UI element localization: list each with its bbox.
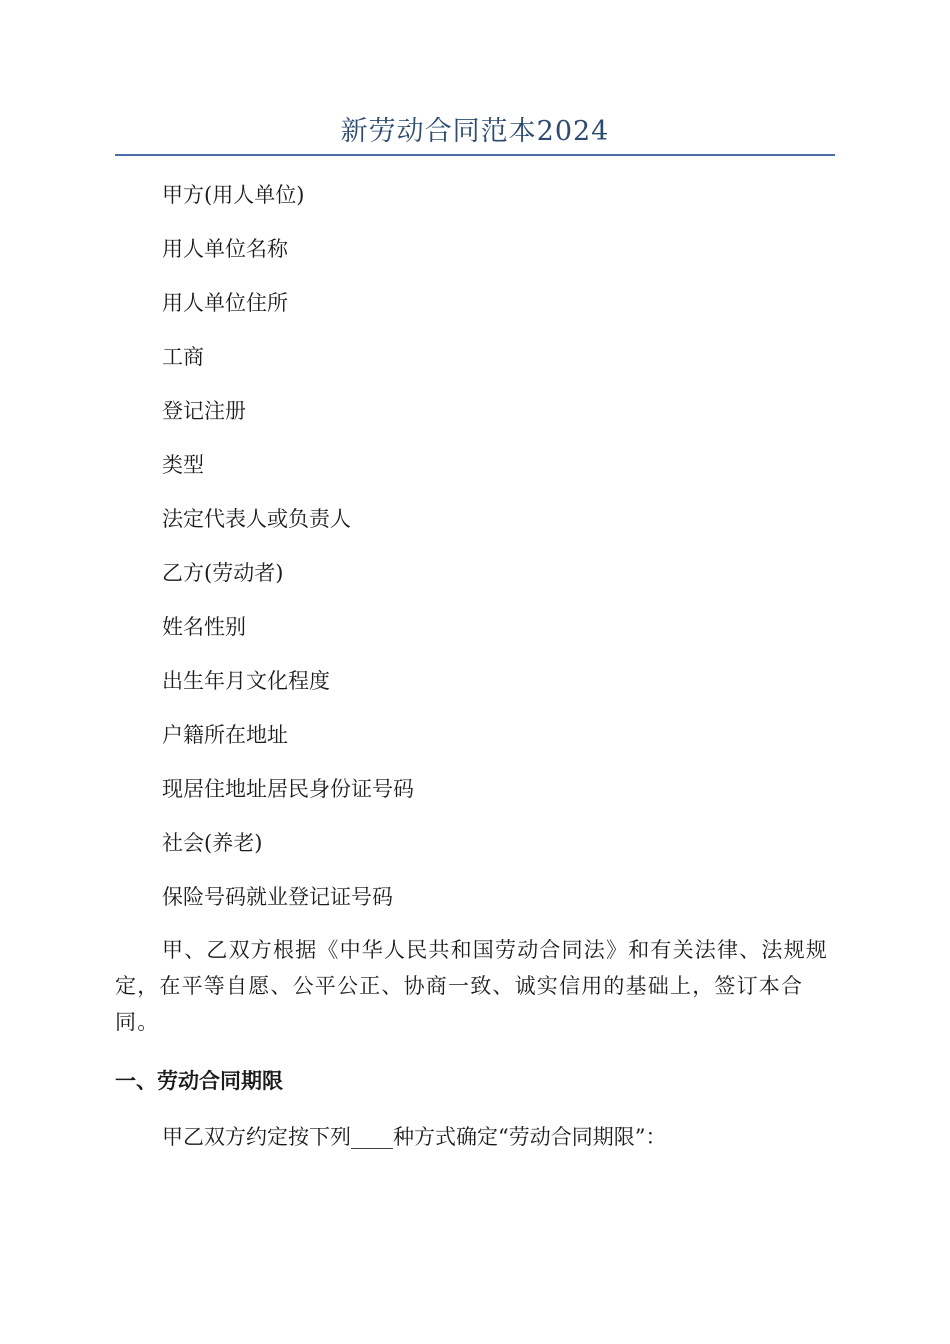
title-underline (115, 154, 835, 156)
intro-paragraph: 甲、乙双方根据《中华人民共和国劳动合同法》和有关法律、法规规定，在平等自愿、公平公正、协商一致、诚实信用的基础上，签订本合同。 (115, 938, 828, 1034)
field-birth-education: 出生年月文化程度 (162, 669, 330, 693)
field-current-address-id: 现居住地址居民身份证号码 (162, 777, 414, 801)
field-insurance-employment: 保险号码就业登记证号码 (162, 885, 393, 909)
field-type: 类型 (162, 453, 204, 477)
field-social-pension: 社会(养老) (162, 831, 263, 855)
field-legal-representative: 法定代表人或负责人 (162, 507, 351, 531)
field-business: 工商 (162, 345, 204, 369)
field-employer-name: 用人单位名称 (162, 237, 288, 261)
field-registration: 登记注册 (162, 399, 246, 423)
section-text-contract-term: 甲乙双方约定按下列____种方式确定“劳动合同期限”： (162, 1125, 667, 1149)
section-heading-contract-term: 一、劳动合同期限 (115, 1069, 283, 1093)
field-party-a: 甲方(用人单位) (162, 183, 305, 207)
document-title: 新劳动合同范本2024 (340, 116, 610, 147)
field-party-b: 乙方(劳动者) (162, 561, 284, 585)
field-household-address: 户籍所在地址 (162, 723, 288, 747)
field-employer-address: 用人单位住所 (162, 291, 288, 315)
field-name-gender: 姓名性别 (162, 615, 246, 639)
